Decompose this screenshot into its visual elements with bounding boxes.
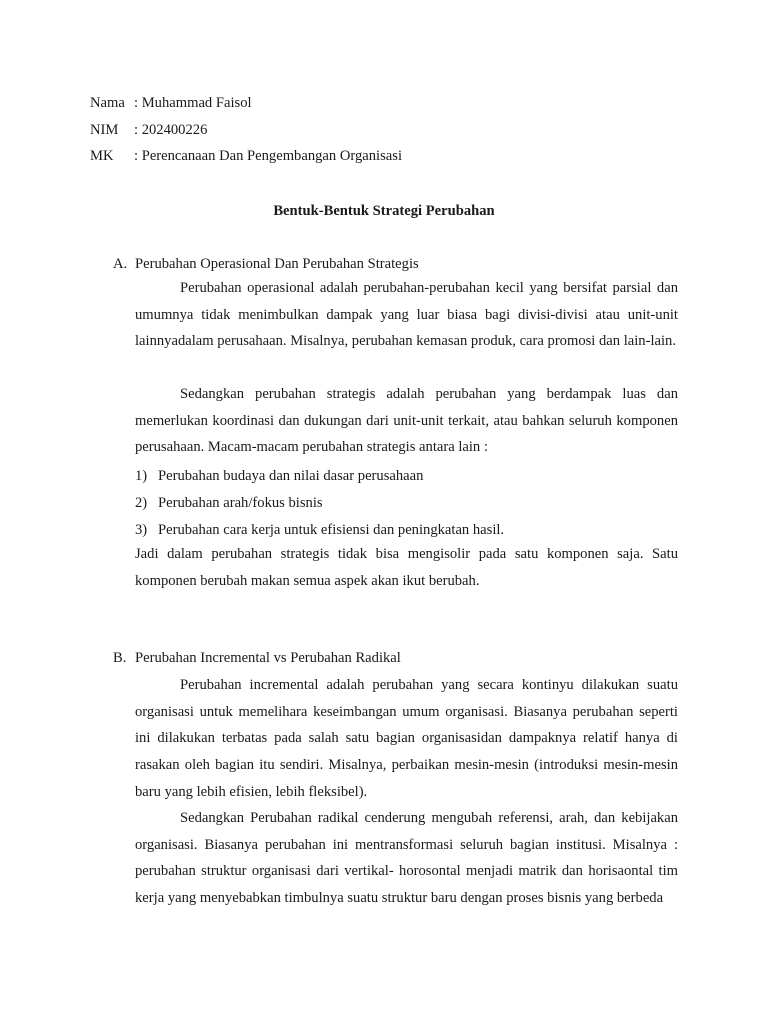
mk-label: MK: [90, 148, 114, 164]
mk-value: : Perencanaan Dan Pengembangan Organisasi: [134, 148, 403, 164]
list-number: 3): [135, 522, 148, 538]
section-b-heading-text: Perubahan Incremental vs Perubahan Radikal: [135, 650, 401, 666]
list-text: Perubahan arah/fokus bisnis: [158, 495, 323, 511]
section-a-paragraph-2: Sedangkan perubahan strategis adalah perubahan yang berdampak luas dan memerlukan koordinasi dan dukungan dari unit-unit terkait, atau bahkan seluruh komponen perusahaan. Macam-macam perubahan strategis antara lain :: [135, 386, 678, 456]
document-title: Bentuk-Bentuk Strategi Perubahan: [273, 203, 495, 219]
section-a-paragraph-1: Perubahan operasional adalah perubahan-perubahan kecil yang bersifat parsial dan umumnya tidak menimbulkan dampak yang luar biasa bagi divisi-divisi atau unit-unit lainnyadalam perusahaan. Misalnya, perubahan kemasan produk, cara promosi dan lain-lain.: [135, 280, 678, 350]
nama-value: : Muhammad Faisol: [134, 95, 252, 111]
header-nim-row: [90, 120, 207, 140]
header-nama-row: [90, 93, 252, 113]
list-text: Perubahan cara kerja untuk efisiensi dan peningkatan hasil.: [158, 522, 505, 538]
section-b-letter: B.: [113, 650, 127, 666]
list-item: [135, 466, 423, 486]
section-a-heading: [113, 254, 419, 274]
nim-label: NIM: [90, 122, 119, 138]
nim-value: : 202400226: [134, 122, 208, 138]
header-mk-row: [90, 146, 402, 166]
section-b-paragraph-1: Perubahan incremental adalah perubahan yang secara kontinyu dilakukan suatu organisasi untuk memelihara keseimbangan umum organisasi. Biasanya perubahan seperti ini dilakukan terbatas pada salah satu bagian organisasidan dampaknya relatif hanya di rasakan oleh bagian itu sendiri. Misalnya, perbaikan mesin-mesin (introduksi mesin-mesin baru yang lebih efisien, lebih fleksibel).: [135, 677, 678, 800]
list-item: [135, 520, 504, 540]
list-number: 1): [135, 468, 148, 484]
section-b-paragraph-2: Sedangkan Perubahan radikal cenderung mengubah referensi, arah, dan kebijakan organisasi. Biasanya perubahan ini mentransformasi seluruh bagian institusi. Misalnya : perubahan struktur organisasi dari vertikal- horosontal menjadi matrik dan horisaontal tim kerja yang menyebabkan timbulnya suatu struktur baru dengan proses bisnis yang berbeda: [135, 810, 678, 907]
section-a-paragraph-3: Jadi dalam perubahan strategis tidak bisa mengisolir pada satu komponen saja. Satu komponen berubah makan semua aspek akan ikut berubah.: [135, 546, 678, 589]
section-a-heading-text: Perubahan Operasional Dan Perubahan Strategis: [135, 256, 419, 272]
nama-label: Nama: [90, 95, 125, 111]
list-number: 2): [135, 495, 148, 511]
section-b-heading: [113, 648, 401, 668]
list-item: [135, 493, 323, 513]
list-text: Perubahan budaya dan nilai dasar perusahaan: [158, 468, 424, 484]
section-a-letter: A.: [113, 256, 128, 272]
